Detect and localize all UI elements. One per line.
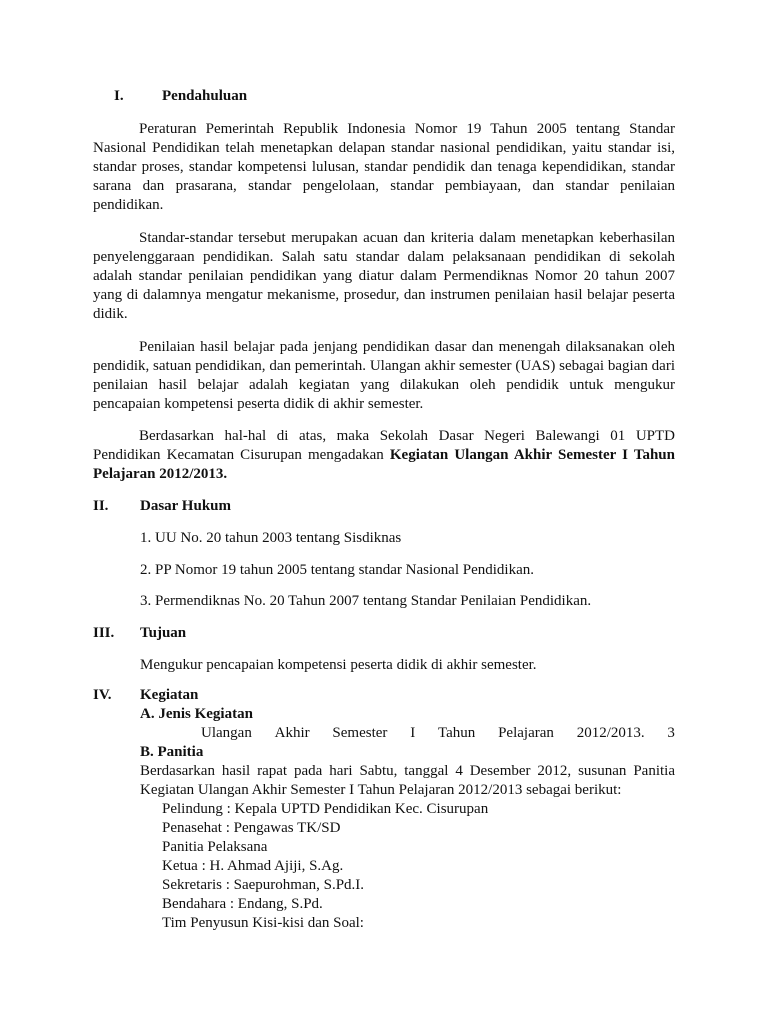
committee-member: Bendahara : Endang, S.Pd. <box>162 896 323 912</box>
section-2-number: II. <box>93 498 109 514</box>
activity-type-word: Akhir <box>274 725 310 741</box>
legal-basis-item: 2. PP Nomor 19 tahun 2005 tentang standar Nasional Pendidikan. <box>140 562 534 578</box>
committee-heading: B. Panitia <box>140 744 204 760</box>
intro-paragraph-4 <box>93 427 675 484</box>
section-3-number: III. <box>93 625 115 641</box>
section-4-number: IV. <box>93 687 112 703</box>
activity-type-word: 3 <box>667 725 675 741</box>
activity-type-heading: A. Jenis Kegiatan <box>140 706 253 722</box>
committee-member: Pelindung : Kepala UPTD Pendidikan Kec. Cisurupan <box>162 801 489 817</box>
activity-type-word: Semester <box>332 725 388 741</box>
section-1-title: Pendahuluan <box>162 88 248 104</box>
intro-paragraph-1: Peraturan Pemerintah Republik Indonesia Nomor 19 Tahun 2005 tentang Standar Nasional Pendidikan telah menetapkan delapan standar nasional pendidikan, yaitu standar isi, standar proses, standar kompetensi lulusan, standar pendidik dan tenaga kependidikan, standar sarana dan prasarana, standar pengelolaan, standar pembiayaan, dan standar penilaian pendidikan. <box>93 121 675 213</box>
committee-member: Sekretaris : Saepurohman, S.Pd.I. <box>162 877 365 893</box>
legal-basis-item: 1. UU No. 20 tahun 2003 tentang Sisdiknas <box>140 530 402 546</box>
legal-basis-item: 3. Permendiknas No. 20 Tahun 2007 tentang Standar Penilaian Pendidikan. <box>140 593 592 609</box>
section-1-number: I. <box>114 88 124 104</box>
committee-member: Tim Penyusun Kisi-kisi dan Soal: <box>162 915 364 931</box>
section-4-title: Kegiatan <box>140 687 199 703</box>
section-2-title: Dasar Hukum <box>140 498 231 514</box>
committee-member: Ketua : H. Ahmad Ajiji, S.Ag. <box>162 858 344 874</box>
activity-type-word: Pelajaran <box>498 725 554 741</box>
intro-paragraph-4-text: Berdasarkan hal-hal di atas, maka Sekolah Dasar Negeri Balewangi 01 UPTD Pendidikan Kecamatan Cisurupan mengadakan <box>93 428 675 463</box>
intro-paragraph-3: Penilaian hasil belajar pada jenjang pendidikan dasar dan menengah dilaksanakan oleh pendidik, satuan pendidikan, dan pemerintah. Ulangan akhir semester (UAS) sebagai bagian dari penilaian hasil belajar adalah kegiatan yang dilakukan oleh pendidik untuk mengukur pencapaian kompetensi peserta didik di akhir semester. <box>93 339 675 412</box>
activity-type-word: I <box>410 725 416 741</box>
committee-intro-text: Berdasarkan hasil rapat pada hari Sabtu, tanggal 4 Desember 2012, susunan Panitia Kegiatan Ulangan Akhir Semester I Tahun Pelajaran 2012/2013 sebagai berikut: <box>140 763 675 798</box>
activity-type-word: Tahun <box>438 725 476 741</box>
intro-paragraph-4-emphasis: Kegiatan Ulangan Akhir Semester I Tahun Pelajaran 2012/2013. <box>93 447 675 482</box>
activity-type-word: Ulangan <box>201 725 252 741</box>
committee-member: Panitia Pelaksana <box>162 839 268 855</box>
activity-type-word: 2012/2013. <box>576 725 645 741</box>
section-3-title: Tujuan <box>140 625 187 641</box>
activity-type-line <box>201 724 675 743</box>
committee-member: Penasehat : Pengawas TK/SD <box>162 820 341 836</box>
objective-text: Mengukur pencapaian kompetensi peserta didik di akhir semester. <box>140 657 537 673</box>
intro-paragraph-2: Standar-standar tersebut merupakan acuan dan kriteria dalam menetapkan keberhasilan penyelenggaraan pendidikan. Salah satu standar dalam pelaksanaan pendidikan di sekolah adalah standar penilaian pendidikan yang diatur dalam Permendiknas Nomor 20 tahun 2007 yang di dalamnya mengatur mekanisme, prosedur, dan instrumen penilaian hasil belajar peserta didik. <box>93 230 675 322</box>
